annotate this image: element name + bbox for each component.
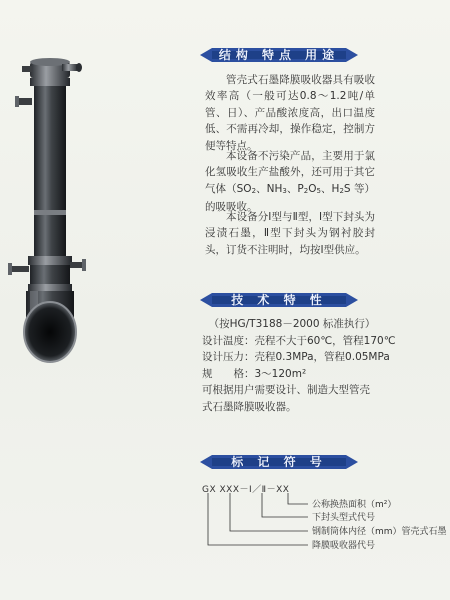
model-code: GX XXX－Ⅰ／Ⅱ－XX [202, 485, 290, 495]
legend-head-type: 下封头型式代号 [312, 513, 376, 523]
specs-note-1: 可根据用户需要设计、制造大型管壳 [202, 384, 370, 396]
specs-standard: （按HG/T3188－2000 标准执行） [208, 318, 376, 330]
features-paragraph-2-text: 本设备不污染产品，主要用于氯化氢吸收生产盐酸外，还可用于其它 [205, 150, 375, 179]
features-heading: 结构 特点 用途 [218, 48, 340, 62]
specs-design-temperature: 设计温度：壳程不大于60℃，管程170℃ [202, 334, 396, 347]
gas-list: 气体（SO2、NH3、P2O5、H2S 等）的吸 [205, 182, 376, 214]
specs-heading-banner [200, 291, 358, 309]
features-paragraph-2-tail: 吸收。 [226, 201, 258, 214]
absorber-illustration [0, 0, 200, 600]
model-heading: 标 记 符 号 [231, 455, 327, 469]
specs-heading: 技 术 特 性 [231, 293, 327, 307]
features-paragraph-1: 管壳式石墨降膜吸收器具有吸收效率高（一般可达0.8～1.2吨/单管、日）、产品酸浓度高，出口温度低、不需再冷却，操作稳定，控制方便等特点。 [205, 74, 375, 152]
shell [34, 86, 66, 256]
specs-block [202, 316, 396, 415]
legend-nominal-area: 公称换热面积（m²） [312, 500, 397, 510]
model-heading-banner [200, 453, 358, 471]
model-code-diagram [200, 482, 447, 562]
specs-note-2: 式石墨降膜吸收器。 [202, 400, 297, 413]
features-paragraph-3: 本设备分Ⅰ型与Ⅱ型，Ⅰ型下封头为浸渍石墨，Ⅱ型下封头为钢衬胶封头，订货不注明时，均按Ⅰ型供应。 [205, 211, 375, 256]
specs-design-pressure: 设计压力：壳程0.3MPa，管程0.05MPa [202, 351, 390, 363]
features-paragraph-2 [205, 148, 375, 216]
specs-size: 规 格：3～120m² [202, 367, 307, 380]
features-heading-banner [200, 46, 358, 64]
legend-absorber-code: 降膜吸收器代号 [312, 541, 376, 551]
legend-shell-diameter: 钢制筒体内径（mm）管壳式石墨 [312, 527, 447, 537]
